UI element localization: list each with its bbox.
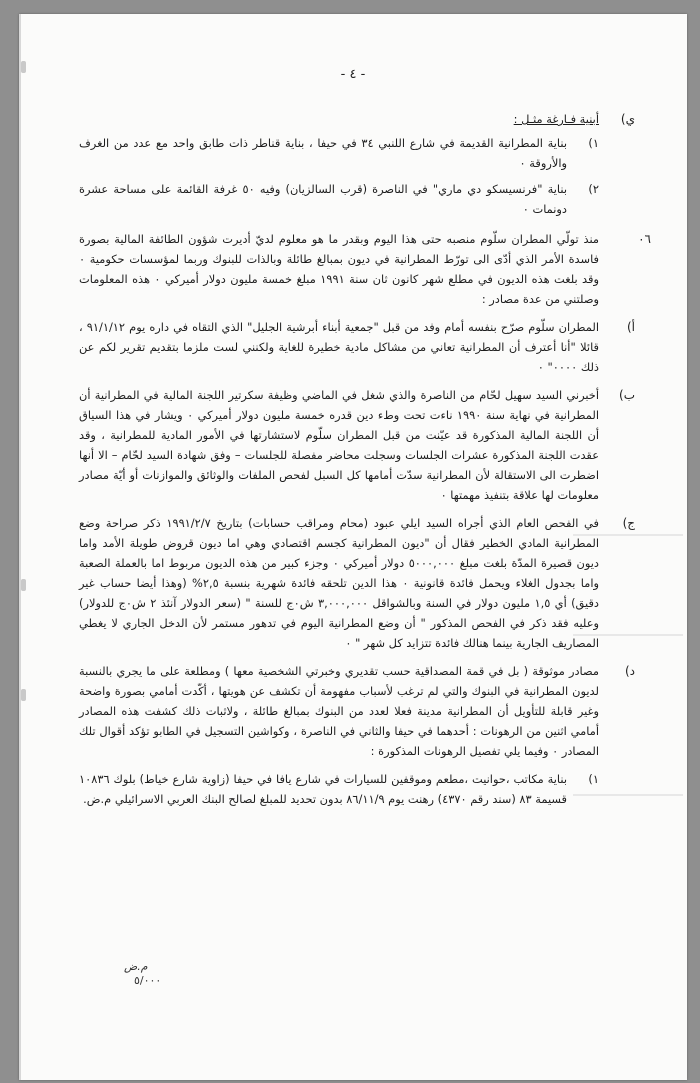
document-body (79, 109, 651, 815)
item-marker: ب) (619, 388, 635, 402)
list-item (79, 179, 599, 219)
punch-hole (21, 579, 26, 591)
item-marker: أ) (626, 320, 635, 334)
page-edge (19, 14, 21, 1080)
item-marker: د) (624, 664, 635, 678)
item-d (79, 661, 635, 761)
punch-hole (21, 689, 26, 701)
document-page (19, 14, 687, 1080)
list-item (79, 133, 599, 173)
item-text: بناية "فرنسيسكو دي ماري" في الناصرة (قرب السالزيان) وفيه ٥٠ غرفة القائمة على مساحة عشرة دونمات ٠ (79, 182, 567, 216)
section-title: أبنية فـارغة مثـل : (513, 112, 599, 126)
item-text: أخبرني السيد سهيل لحّام من الناصرة والذي شغل في الماضي وظيفة سكرتير اللجنة المالية في المطرانية أن المطرانية في نهاية سنة ١٩٩٠ ناءت تحت وطء دين قدره خمسة مليون دولار أميركي ٠ ويشار في هذا السياق أن اللجنة المالية المذكورة قد عيّنت من قبل المطران سلّوم لاستشارتها في الأمور المادية للمطرانية ، وقد عقدت اللجنة المذكورة عشرات الجلسات وسجلت محاضر مفصلة للجلسات – وفق شهادة السيد لحّام – الا أنها اضطرت الى الاستقالة لأن المطرانية سدّت أمامها كل السبل لفحص الملفات والوثائق والموازنات أو أيّة مصادر معلومات لها علاقة بتنفيذ مهمتها ٠ (79, 388, 599, 502)
page-number: - ٤ - (340, 67, 366, 82)
item-number: ١) (588, 136, 599, 150)
handwritten-initials: م.ض (124, 960, 148, 973)
item-text: بناية مكاتب ،حوانيت ،مطعم وموقفين للسيارات في شارع يافا في حيفا (زاوية شارع خياط) بلوك ١٠٨٣٦ قسيمة ٨٣ (سند رقم ٤٣٧٠) رهنت يوم ٨٦/١١/٩ بدون تحديد للمبلغ لصالح البنك العربي الاسرائيلي م.ض. (79, 772, 567, 806)
item-text: في الفحص العام الذي أجراه السيد ايلي عبود (محام ومراقب حسابات) بتاريخ ١٩٩١/٢/٧ ذكر صراحة وضع المطرانية المادي الخطير فقال أن "ديون المطرانية كجسم اقتصادي وهي اما ديون قروض طويلة الأمد واما ديون قصيرة المدّة بلغت مبلغ ٥٠٠٠,٠٠٠ دولار أميركي ٠ وجزء كبير من هذه الديون مربوط اما بالعملة الصعبة واما بجدول الغلاء ويحمل فائدة قانونية ٠ هذا الدين تلحقه فائدة شهرية بنسبة ٢,٥% (وهذا أيضا حساب غير دقيق) أي ١,٥ مليون دولار في السنة وبالشواقل ٣,٠٠٠,٠٠٠ ش٠ج للسنة " (سعر الدولار آنئذ ٢ ش٠ج للدولار) وعليه فقد ذكر في الفحص المذكور " أن وضع المطرانية اليوم في تدهور مستمر لأن الدخل الجاري لا يغطي المصاريف الجارية بينما هنالك فائدة تتزايد كل شهر " ٠ (79, 516, 599, 650)
section-marker: ٠٦ (638, 232, 651, 246)
item-number: ٢) (588, 182, 599, 196)
item-a (79, 317, 635, 377)
section-y (79, 109, 635, 219)
mortgage-item (79, 769, 599, 809)
continuation-marker: ٥/٠٠٠ (134, 974, 162, 987)
section-marker: ي) (620, 112, 635, 126)
item-text: المطران سلّوم صرّح بنفسه أمام وفد من قبل "جمعية أبناء أبرشية الجليل" الذي التقاه في داره يوم ٩١/١/١٢ ، قائلا "أنا أعترف أن المطرانية تعاني من مشاكل مادية خطيرة للغاية ولكنني لست ملزما بتقديم تقرير لكم عن ذلك ٠٠٠٠" ٠ (79, 320, 599, 374)
item-marker: ج) (622, 516, 635, 530)
item-text: بناية المطرانية القديمة في شارع اللنبي ٣٤ في حيفا ، بناية قناطر ذات طابق واحد مع عدد من الغرف والأروقة ٠ (79, 136, 567, 170)
item-number: ١) (588, 772, 599, 786)
section-6 (79, 229, 651, 309)
item-b (79, 385, 635, 505)
item-c (79, 513, 635, 653)
item-text: مصادر موثوقة ( بل في قمة المصداقية حسب تقديري وخبرتي الشخصية معها ) ومطلعة على ما يجري بالنسبة لديون المطرانية في البنوك والتي لم ترغب لأسباب مفهومة أن تكشف عن هويتها ، أكّدت أمامي بصورة واضحة وغير قابلة للتأويل أن المطرانية مدينة فعلا لعدد من البنوك بمبالغ طائلة ، ولاثبات ذلك كشفت هذه المصادر أمامي اثنين من الرهونات : أحدهما في حيفا والثاني في الناصرة ، وكواشين التسجيل في الطابو تؤكد أقوال تلك المصادر ٠ وفيما يلي تفصيل الرهونات المذكورة : (79, 664, 599, 758)
section-text: منذ تولّي المطران سلّوم منصبه حتى هذا اليوم وبقدر ما هو معلوم لديّ أديرت شؤون الطائفة المالية بصورة فاسدة الأمر الذي أدّى الى تورّط المطرانية في ديون بمبالغ طائلة وبالذات للبنوك وربما لمؤسسات حكومية ٠ وقد بلغت هذه الديون في مطلع شهر كانون ثان سنة ١٩٩١ مبلغ خمسة مليون دولار أميركي ٠ هذه المعلومات وصلتني من عدة مصادر : (79, 232, 599, 306)
